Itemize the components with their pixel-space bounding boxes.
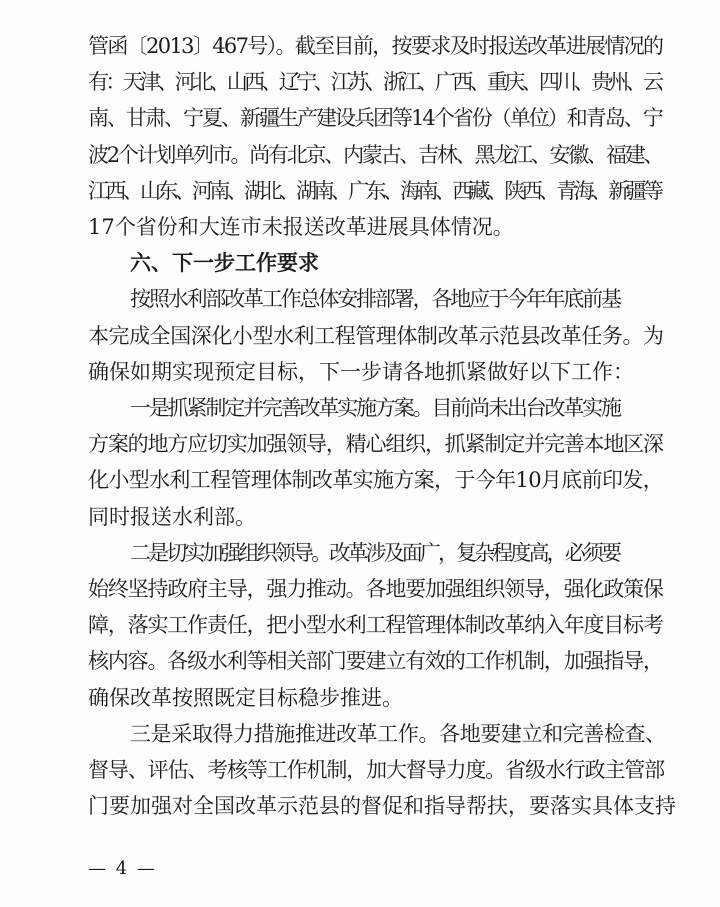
paragraph-item-1 <box>88 390 664 535</box>
text-line: 本完成全国深化小型水利工程管理体制改革示范县改革任务。为 <box>88 323 664 348</box>
text-line: 始终坚持政府主导，强力推动。各地要加强组织领导，强化政策保 <box>88 577 663 602</box>
text-line: 江西、山东、河南、湖北、湖南、广东、海南、西藏、陕西、青海、新疆等 <box>88 178 661 203</box>
text-line: 确保如期实现预定目标，下一步请各地抓紧做好以下工作： <box>88 359 634 384</box>
text-line: 按照水利部改革工作总体安排部署，各地应于今年年底前基 <box>130 287 620 312</box>
text-line: 管函〔2013〕467号）。截至目前，按要求及时报送改革进展情况的 <box>88 34 663 58</box>
text-line: 三是采取得力措施推进改革工作。各地要建立和完善检查、 <box>130 721 664 746</box>
text-line: 化小型水利工程管理体制改革实施方案，于今年10月底前印发， <box>88 468 664 493</box>
text-line: 波2个计划单列市。尚有北京、内蒙古、吉林、黑龙江、安徽、福建、 <box>88 142 663 167</box>
text-line: 同时报送水利部。 <box>88 504 256 529</box>
paragraph-progress-report <box>88 28 664 245</box>
text-line: 督导、评估、考核等工作机制，加大督导力度。省级水行政主管部 <box>88 758 664 783</box>
text-line: 17个省份和大连市未报送改革进展具体情况。 <box>88 215 514 240</box>
paragraph-item-3 <box>88 716 676 825</box>
text-line: 确保改革按照既定目标稳步推进。 <box>88 685 403 710</box>
text-line: 核内容。各级水利等相关部门要建立有效的工作机制，加强指导， <box>88 649 663 674</box>
text-line: 二是切实加强组织领导。改革涉及面广，复杂程度高，必须要 <box>130 540 620 565</box>
document-body <box>88 28 676 824</box>
section-heading: 六、下一步工作要求 <box>130 250 319 276</box>
paragraph-item-2 <box>88 535 664 716</box>
text-line: 方案的地方应切实加强领导，精心组织，抓紧制定并完善本地区深 <box>88 432 663 457</box>
text-line: 有：天津、河北、山西、辽宁、江苏、浙江、广西、重庆、四川、贵州、云 <box>88 70 661 95</box>
text-line: 南、甘肃、宁夏、新疆生产建设兵团等14个省份（单位）和青岛、宁 <box>88 106 662 131</box>
page-number: — 4 — <box>88 858 157 879</box>
text-line: 一是抓紧制定并完善改革实施方案。目前尚未出台改革实施 <box>130 396 620 421</box>
paragraph-intro <box>88 281 664 390</box>
text-line: 障，落实工作责任，把小型水利工程管理体制改革纳入年度目标考 <box>88 613 663 638</box>
text-line: 门要加强对全国改革示范县的督促和指导帮扶，要落实具体支持 <box>88 794 676 819</box>
